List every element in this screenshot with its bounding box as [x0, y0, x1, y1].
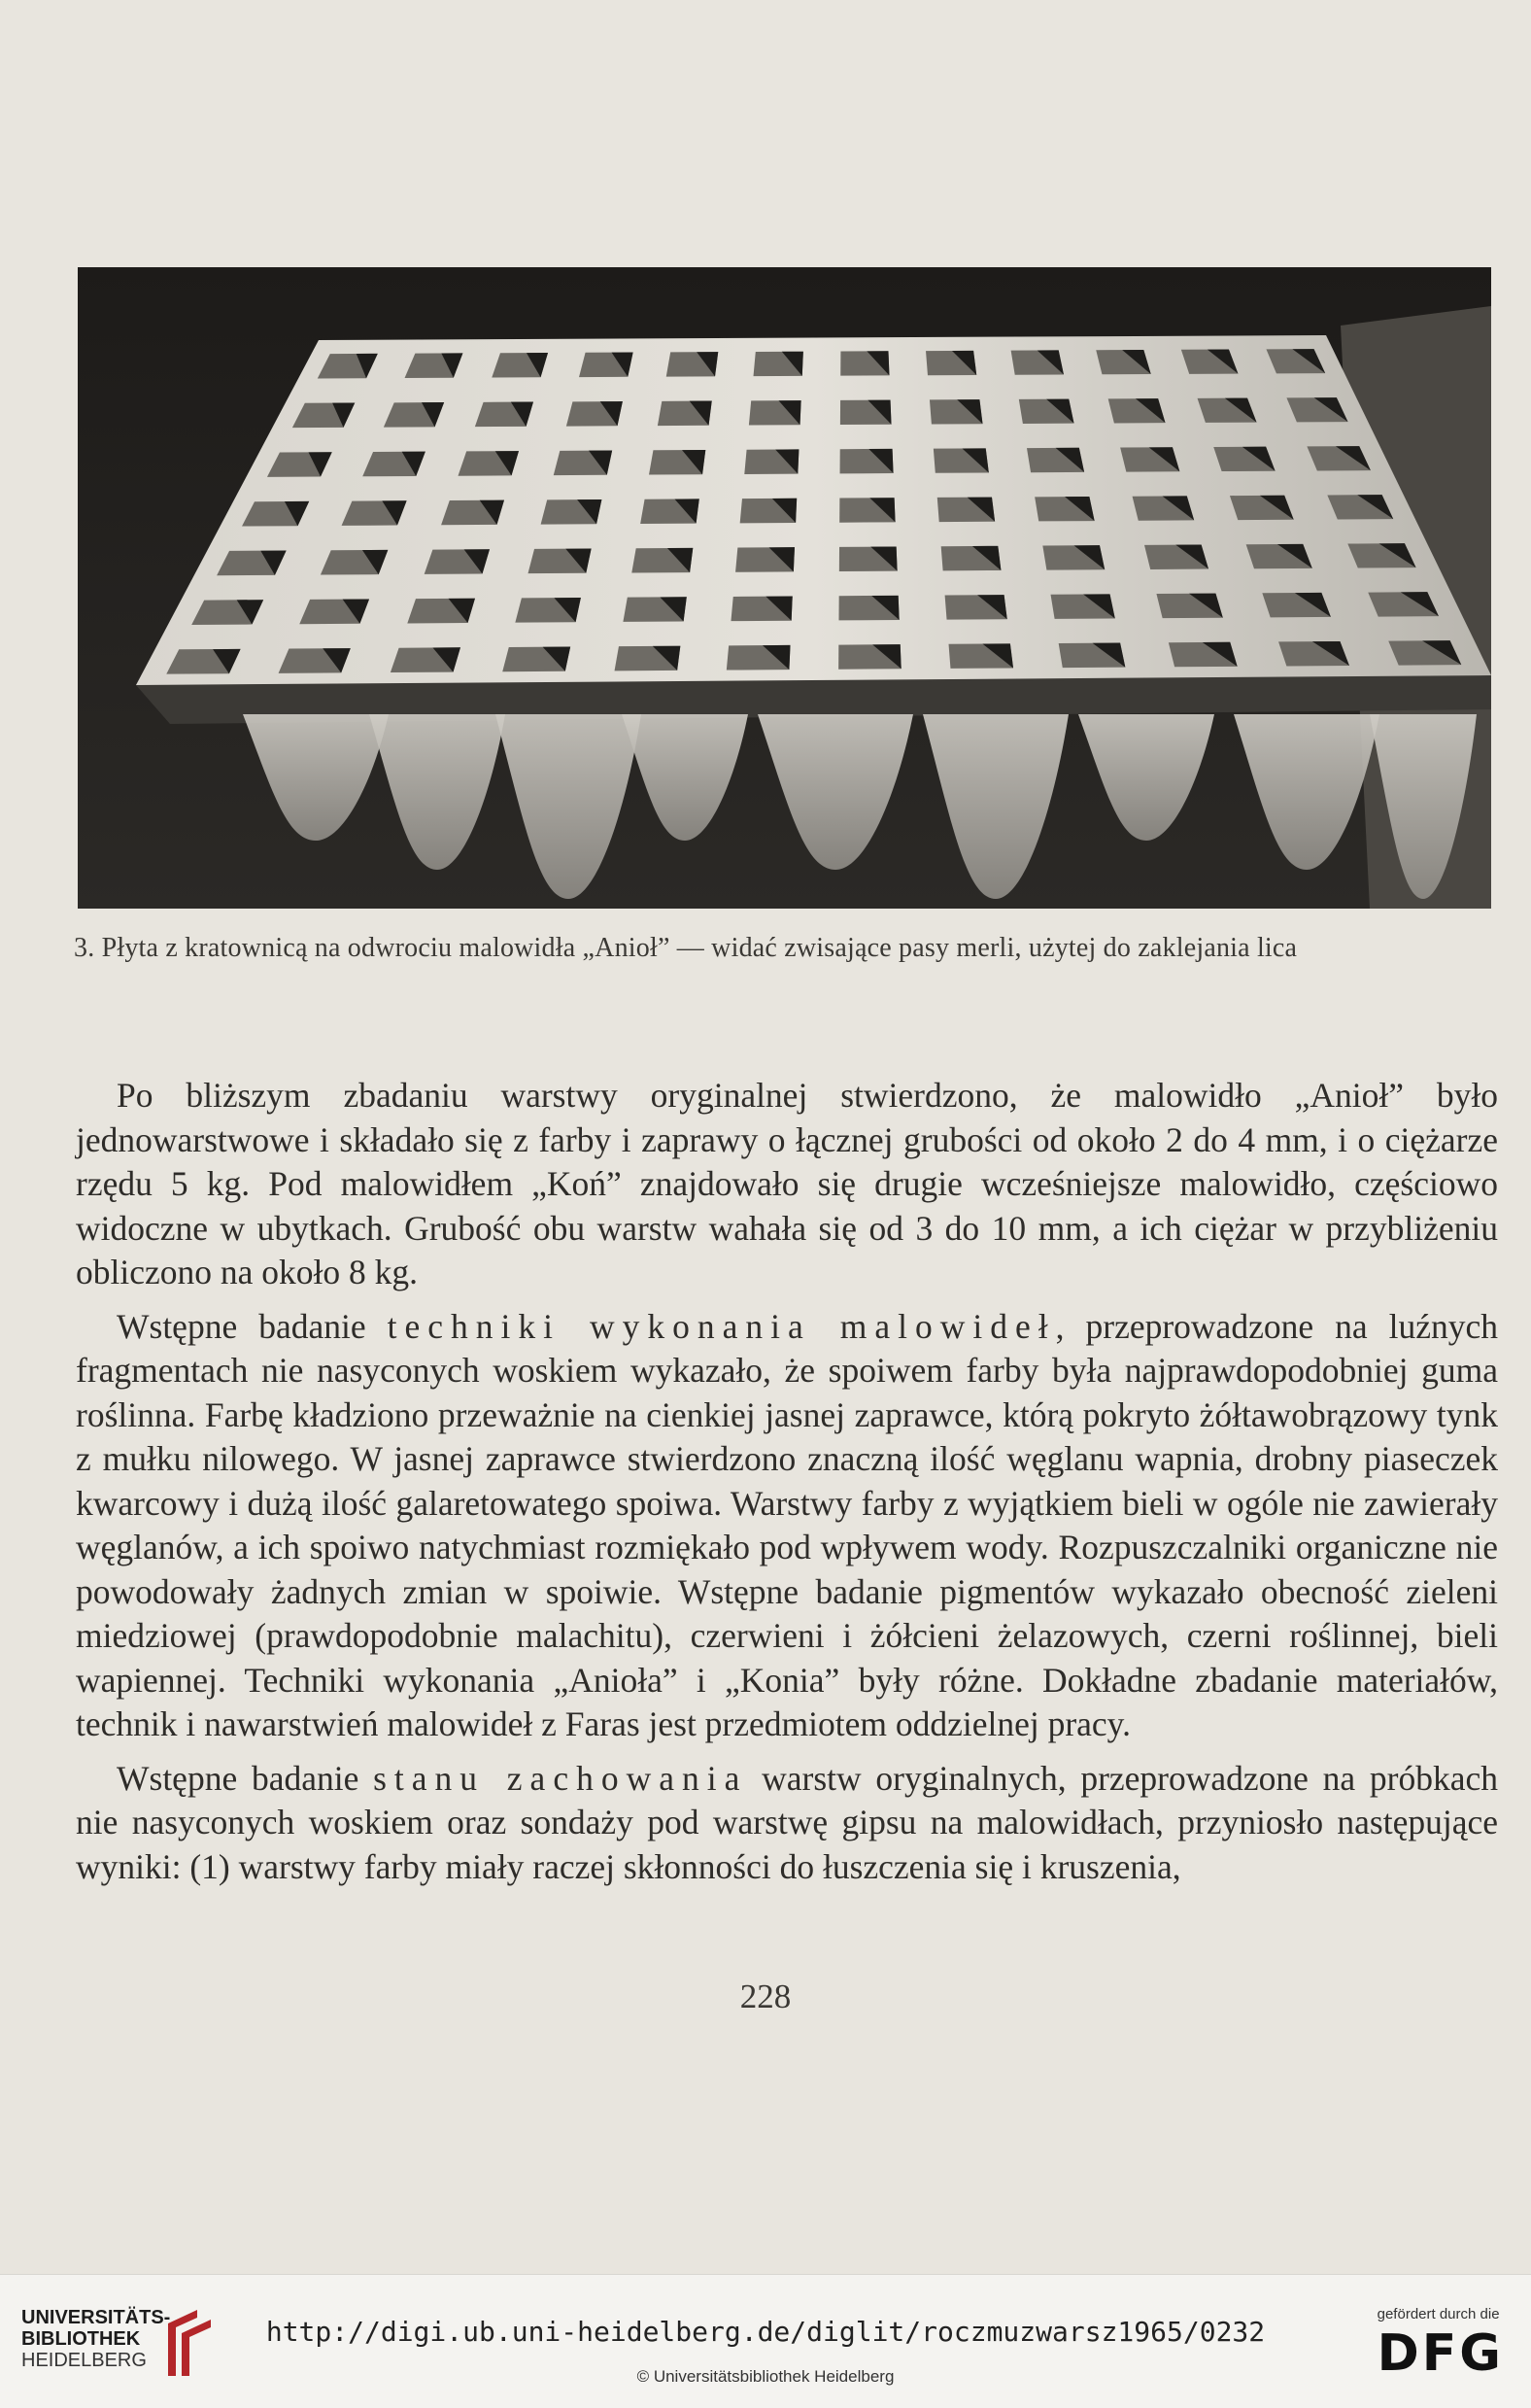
source-url-link[interactable]: http://digi.ub.uni-heidelberg.de/diglit/roczmuzwarsz1965/0232	[265, 2316, 1266, 2348]
digitization-footer	[0, 2274, 1531, 2408]
paragraph-text: Wstępne badanie	[117, 1306, 388, 1346]
emphasized-term: techniki wykonania malowideł	[387, 1306, 1056, 1346]
paragraph-text: warstw oryginalnych, przeprowadzone na próbkach nie nasyconych woskiem oraz sondaży pod warstwę gipsu na malowidłach, przyniosło następujące wyniki: (1) warstwy farby miały raczej skłonności do łuszczenia się i kruszenia,	[76, 1758, 1499, 1886]
library-name-line3: HEIDELBERG	[21, 2350, 147, 2371]
figure-caption: 3. Płyta z kratownicą na odwrociu malowidła „Anioł” — widać zwisające pasy merli, użytej do zaklejania lica	[74, 933, 1298, 963]
photo-image	[78, 267, 1491, 909]
copyright-notice: © Universitätsbibliothek Heidelberg	[636, 2367, 895, 2386]
paragraph-text: Wstępne badanie	[117, 1758, 374, 1798]
library-name-line2: BIBLIOTHEK	[21, 2328, 141, 2350]
paragraph-text: , przeprowadzone na luźnych fragmentach nie nasyconych woskiem wykazało, że spoiwem farby była najprawdopodobniej guma roślinna. Farbę kładziono przeważnie na cienkiej jasnej zaprawce, którą pokryto żółtawobrązowy tynk z mułku nilowego. W jasnej zaprawce stwierdzono znaczną ilość węglanu wapnia, drobny piaseczek kwarcowy i dużą ilość galaretowatego spoiwa. Warstwy farby z wyjątkiem bieli w ogóle nie zawierały węglanów, a ich spoiwo natychmiast rozmiękało pod wpływem wody. Rozpuszczalniki organiczne nie powodowały żadnych zmian w spoiwie. Wstępne badanie pigmentów wykazało obecność zieleni miedziowej (prawdopodobnie malachitu), czerwieni i żółcieni żelazowych, czerni roślinnej, bieli wapiennej. Techniki wykonania „Anioła” i „Konia” były różne. Dokładne zbadanie materiałów, technik i nawarstwień malowideł z Faras jest przedmiotem oddzielnej pracy.	[76, 1306, 1498, 1743]
body-paragraph	[76, 1305, 1498, 1747]
dfg-logo-text: DFG	[1377, 2324, 1504, 2383]
emphasized-term: stanu zachowania	[373, 1758, 748, 1798]
body-paragraph	[76, 1757, 1498, 1890]
dfg-funding-logo	[1377, 2306, 1504, 2383]
paragraph-text: Po bliższym zbadaniu warstwy oryginalnej stwierdzono, że malowidło „Anioł” było jednowarstwowe i składało się z farby i zaprawy o łącznej grubości od około 2 do 4 mm, i o ciężarze rzędu 5 kg. Pod malowidłem „Koń” znajdowało się drugie wcześniejsze malowidło, częściowo widoczne w ubytkach. Grubość obu warstw wahała się od 3 do 10 mm, a ich ciężar w przybliżeniu obliczono na około 8 kg.	[76, 1076, 1498, 1291]
funded-by-label: gefördert durch die	[1377, 2306, 1500, 2322]
body-paragraph	[76, 1074, 1498, 1295]
page-number: 228	[739, 1978, 792, 2015]
article-body	[76, 1074, 1498, 1889]
library-name-line1: UNIVERSITÄTS-	[21, 2307, 171, 2328]
photograph-lattice-panel	[78, 267, 1491, 909]
